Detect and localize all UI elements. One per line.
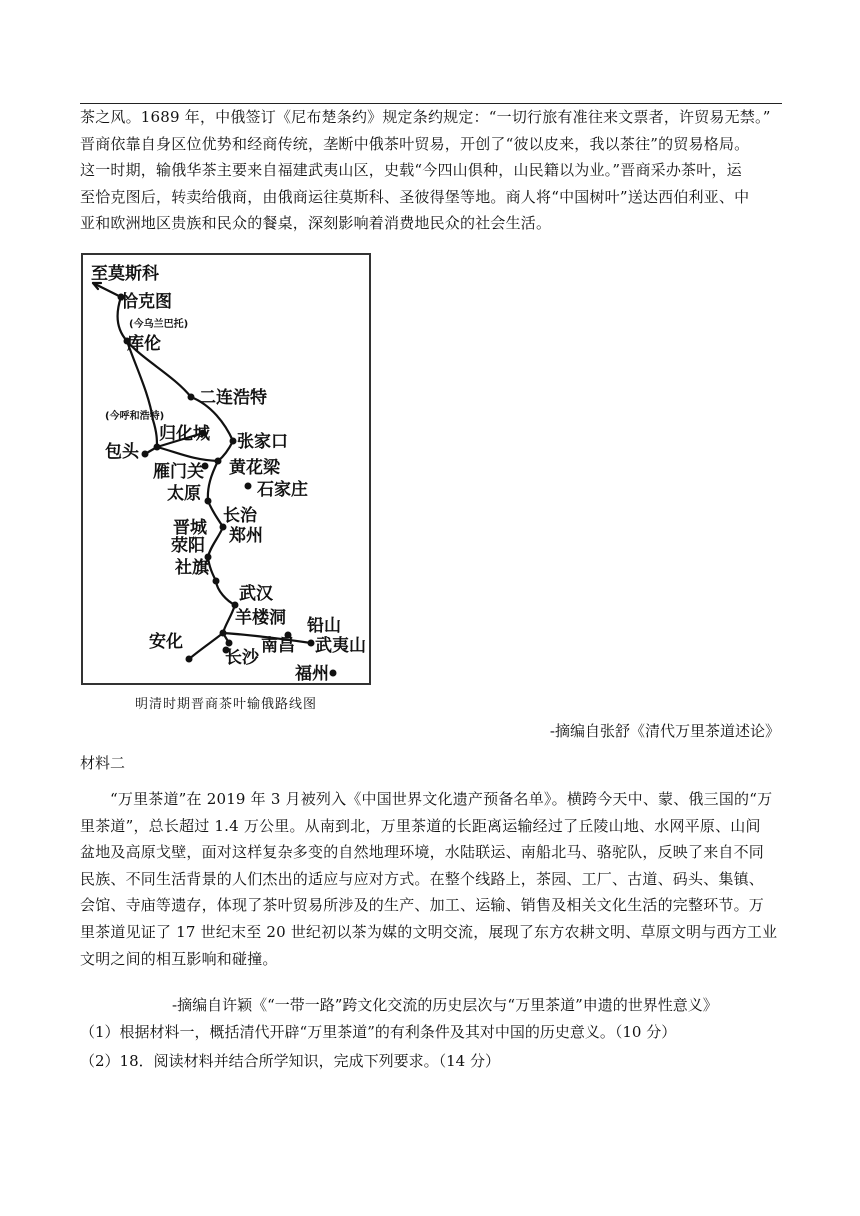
map-label-ulaanbaatar-note: (今乌兰巴托)	[129, 319, 189, 330]
text-line: “万里茶道”在 2019 年 3 月被列入《中国世界文化遗产预备名单》。横跨今天中、蒙、俄三国的“万	[110, 790, 773, 808]
text-line: 民族、不同生活背景的人们杰出的适应与应对方式。在整个线路上，茶园、工厂、古道、码头、集镇、	[80, 869, 765, 888]
material2-heading: 材料二	[80, 754, 126, 772]
text-line: 里茶道见证了 17 世纪末至 20 世纪初以茶为媒的文明交流，展现了东方农耕文明、草原文明与西方工业	[80, 922, 778, 941]
map-label-zhangjiakou: 张家口	[237, 432, 288, 452]
map-caption: 明清时期晋商茶叶输俄路线图	[134, 697, 317, 712]
material2-paragraph	[80, 786, 780, 972]
map-label-kyakhta: 恰克图	[121, 292, 172, 312]
text-line: 至恰克图后，转卖给俄商，由俄商运往莫斯科、圣彼得堡等地。商人将“中国树叶”送达西伯利亚、中	[80, 187, 750, 206]
material1-source: -摘编自张舒《清代万里茶道述论》	[549, 722, 780, 740]
text-line: 盆地及高原戈壁，面对这样复杂多变的自然地理环境，水陆联运、南船北马、骆驼队，反映了来自不同	[80, 843, 765, 862]
map-label-sheqi: 社旗	[175, 558, 209, 578]
text-line: 这一时期，输俄华茶主要来自福建武夷山区，史载“今四山俱种，山民籍以为业。”晋商采办茶叶，运	[80, 161, 742, 180]
material2-source: -摘编自许颖《“一带一路”跨文化交流的历史层次与“万里茶道”申遗的世界性意义》	[172, 996, 718, 1014]
text-line: 文明之间的相互影响和碰撞。	[80, 949, 278, 968]
map-label-jincheng: 晋城	[173, 518, 207, 538]
map-label-yanmenguan: 雁门关	[153, 462, 204, 482]
map-label-shijiazhuang: 石家庄	[257, 480, 308, 500]
text-line: 茶之风。1689 年，中俄签订《尼布楚条约》规定条约规定：“一切行旅有准往来文票者，许贸易无禁。”	[80, 108, 771, 126]
map-label-guihua: 归化城	[159, 424, 210, 444]
map-label-qianshan: 铅山	[307, 616, 341, 636]
map-label-hohhot-note: (今呼和浩特)	[105, 411, 165, 422]
map-label-baotou: 包头	[105, 442, 139, 462]
text-line: 亚和欧洲地区贵族和民众的餐桌，深刻影响着消费地民众的社会生活。	[80, 214, 552, 233]
map-label-yangloudong: 羊楼洞	[235, 608, 286, 628]
material1-paragraph	[80, 104, 780, 237]
map-label-wuyishan: 武夷山	[315, 636, 366, 656]
map-label-changsha: 长沙	[225, 648, 259, 668]
map-label-anhua: 安化	[149, 632, 183, 652]
map-label-xingyang: 荥阳	[171, 536, 205, 556]
question-1: （1）根据材料一，概括清代开辟“万里茶道”的有利条件及其对中国的历史意义。（10 分）	[80, 1023, 677, 1041]
map-label-nanchang: 南昌	[261, 636, 295, 656]
tea-route-map	[81, 253, 371, 685]
text-line: 里茶道”，总长超过 1.4 万公里。从南到北，万里茶道的长距离运输经过了丘陵山地、水网平原、山间	[80, 816, 761, 835]
map-label-changzhi: 长治	[223, 506, 257, 526]
map-label-erenhot: 二连浩特	[199, 388, 267, 408]
text-line: 会馆、寺庙等遗存，体现了茶叶贸易所涉及的生产、加工、运输、销售及相关文化生活的完整环节。万	[80, 896, 765, 915]
map-label-wuhan: 武汉	[239, 584, 273, 604]
map-label-taiyuan: 太原	[167, 484, 201, 504]
question-2: （2）18．阅读材料并结合所学知识，完成下列要求。（14 分）	[80, 1052, 500, 1070]
map-label-zhengzhou: 郑州	[229, 526, 263, 546]
map-label-huanghualiang: 黄花梁	[229, 458, 280, 478]
text-line: 晋商依靠自身区位优势和经商传统，垄断中俄茶叶贸易，开创了“彼以皮来，我以茶往”的贸易格局。	[80, 134, 750, 153]
map-label-fuzhou: 福州	[295, 664, 329, 684]
map-label-moscow: 至莫斯科	[91, 264, 159, 284]
map-label-kulun: 库伦	[127, 334, 161, 354]
